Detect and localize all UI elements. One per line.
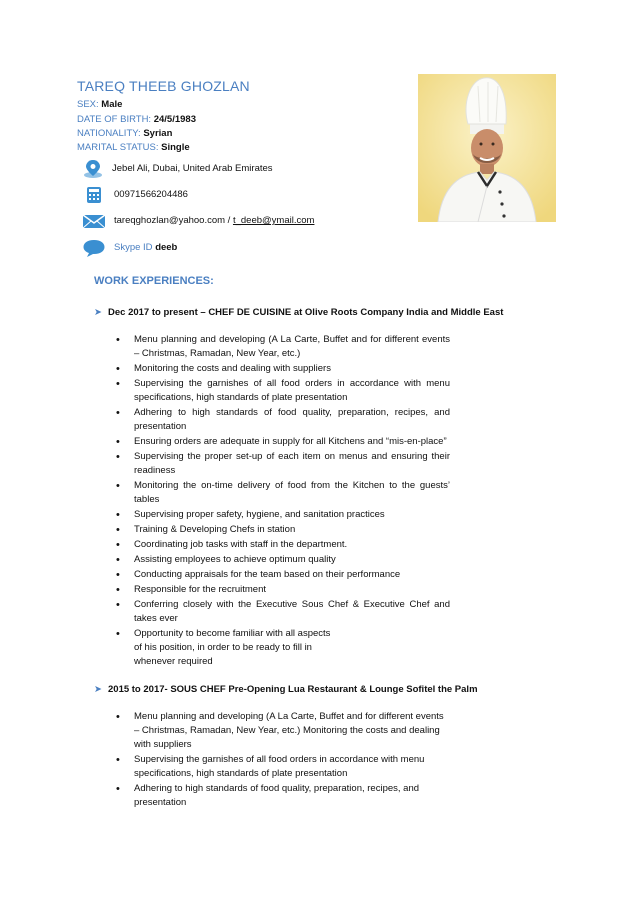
address-row [82,159,362,179]
list-item: • Adhering to high standards of food quality, preparation, recipes, and presentation [116,406,450,434]
email-secondary-link[interactable]: t_deeb@ymail.com [232,215,315,226]
list-item: • Ensuring orders are adequate in supply for all Kitchens and “mis-en-place” [116,435,450,449]
dob-line [77,114,196,125]
skype-text [114,242,177,253]
skype-label: Skype ID [114,242,156,253]
arrow-bullet-icon: ➤ [94,307,102,318]
email-row [82,211,382,231]
job-1-title-text: Dec 2017 to present – CHEF DE CUISINE at Olive Roots Company India and Middle East [108,307,504,318]
nationality-label: NATIONALITY: [77,128,144,139]
list-item: • Opportunity to become familiar with all aspects of his position, in order to be ready to fill in whenever required [116,627,334,669]
job-1-duties-list [116,333,450,670]
list-item: • Monitoring the on-time delivery of food from the Kitchen to the guests’ tables [116,479,450,507]
list-item: • Supervising proper safety, hygiene, and sanitation practices [116,508,450,522]
phone-text: 00971566204486 [114,189,188,200]
job-title-1 [94,307,503,318]
job-title-2 [94,684,478,695]
job-2-title-text: 2015 to 2017- SOUS CHEF Pre-Opening Lua Restaurant & Lounge Sofitel the Palm [108,684,478,695]
marital-line [77,142,190,153]
email-primary[interactable]: tareqghozlan@yahoo.com / [114,215,233,226]
skype-value: deeb [155,242,178,253]
list-item: • Assisting employees to achieve optimum quality [116,553,450,567]
list-item: • Conducting appraisals for the team based on their performance [116,568,450,582]
marital-value: Single [161,142,190,153]
candidate-name: TAREQ THEEB GHOZLAN [77,78,250,94]
dob-value: 24/5/1983 [153,114,196,125]
dob-label: DATE OF BIRTH: [77,114,154,125]
list-item: • Supervising the proper set-up of each item on menus and ensuring their readiness [116,450,450,478]
list-item: • Conferring closely with the Executive Sous Chef & Executive Chef and takes ever [116,598,450,626]
list-item: • Menu planning and developing (A La Carte, Buffet and for different events – Christmas, Ramadan, New Year, etc.) [116,333,450,361]
sex-label: SEX: [77,99,102,110]
arrow-bullet-icon: ➤ [94,684,102,695]
phone-row [82,185,362,205]
sex-value: Male [101,99,123,110]
skype-row [82,238,362,258]
work-experience-heading: WORK EXPERIENCES: [94,275,214,287]
list-item: • Adhering to high standards of food quality, preparation, recipes, and presentation [116,782,450,810]
address-text: Jebel Ali, Dubai, United Arab Emirates [112,163,273,174]
location-pin-icon [82,159,106,179]
list-item: • Monitoring the costs and dealing with suppliers [116,362,450,376]
nationality-line [77,128,172,139]
list-item: • Responsible for the recruitment [116,583,450,597]
job-2-duties-list [116,710,450,811]
list-item: • Menu planning and developing (A La Carte, Buffet and for different events – Christmas, Ramadan, New Year, etc.) Monitoring the costs and dealing with suppliers [116,710,450,752]
sex-line [77,99,122,110]
list-item: • Supervising the garnishes of all food orders in accordance with menu specifications, high standards of plate presentation [116,377,450,405]
chat-bubble-icon [82,238,106,258]
list-item: • Coordinating job tasks with staff in the department. [116,538,450,552]
email-text [114,215,314,226]
marital-label: MARITAL STATUS: [77,142,162,153]
list-item: • Supervising the garnishes of all food orders in accordance with menu specifications, high standards of plate presentation [116,753,450,781]
list-item: • Training & Developing Chefs in station [116,523,450,537]
nationality-value: Syrian [143,128,173,139]
profile-photo [418,74,556,222]
mail-icon [82,211,106,231]
phone-icon [82,185,106,205]
